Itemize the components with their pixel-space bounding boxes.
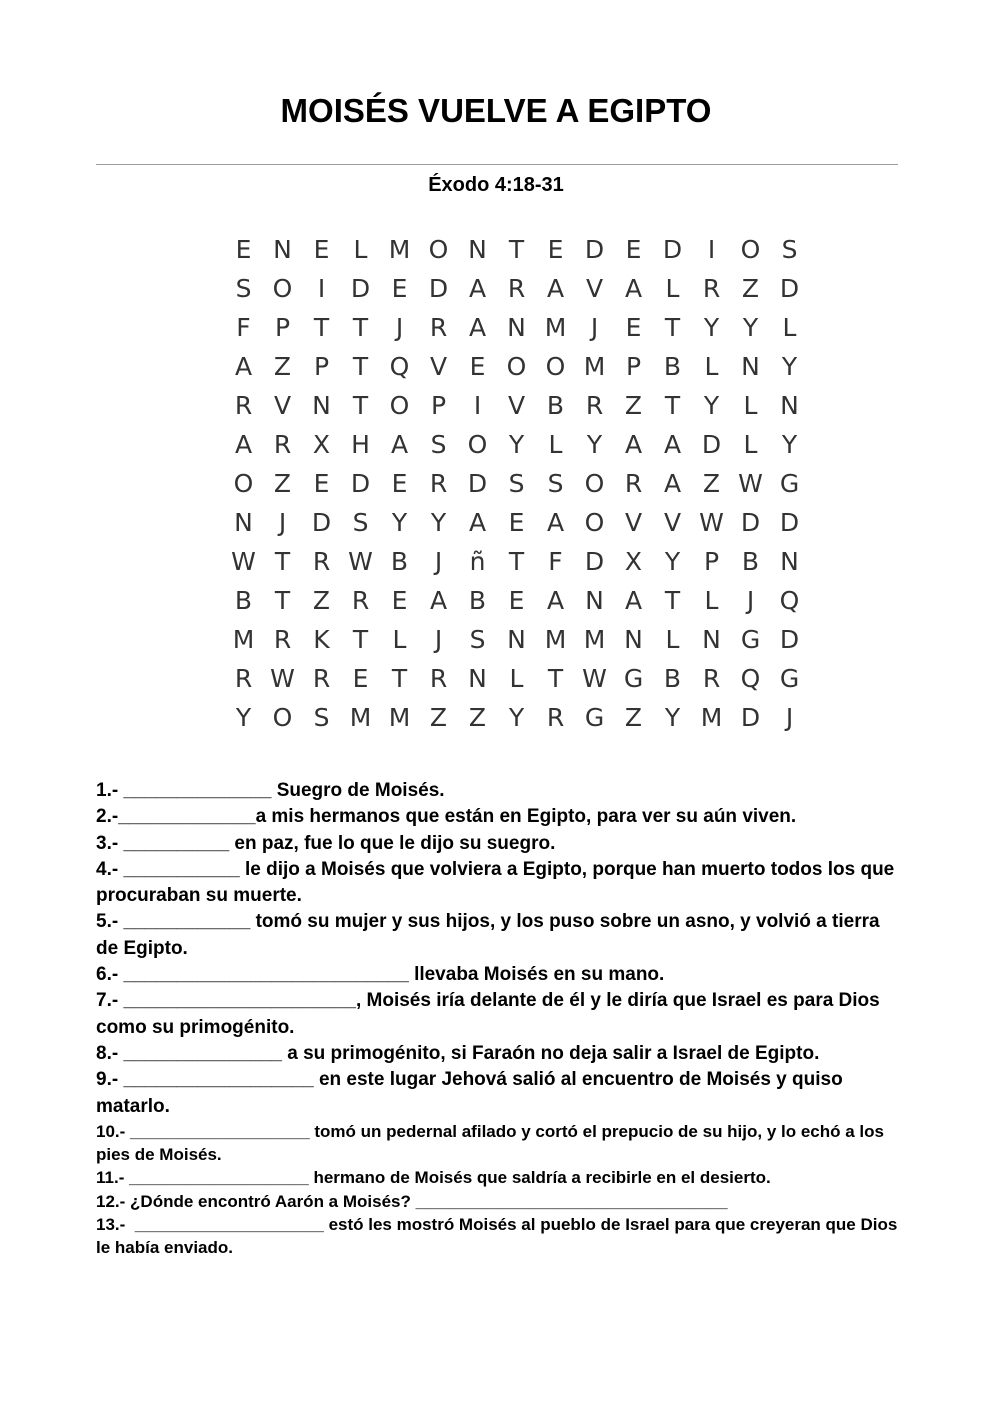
grid-letter: X: [312, 430, 331, 459]
grid-letter: R: [429, 664, 448, 693]
grid-row: [224, 659, 809, 698]
grid-letter: I: [473, 391, 482, 420]
grid-letter: R: [546, 703, 565, 732]
grid-letter: G: [740, 625, 761, 654]
grid-letter: B: [663, 664, 682, 693]
grid-letter: W: [270, 664, 295, 693]
grid-letter: A: [546, 586, 565, 615]
grid-letter: T: [352, 391, 369, 420]
grid-letter: E: [352, 664, 369, 693]
grid-letter: R: [624, 469, 643, 498]
grid-letter: Z: [273, 352, 292, 381]
grid-letter: Z: [624, 703, 643, 732]
grid-letter: B: [390, 547, 409, 576]
grid-letter: E: [625, 235, 642, 264]
grid-row: [224, 581, 809, 620]
grid-letter: E: [508, 586, 525, 615]
grid-letter: M: [544, 625, 567, 654]
grid-letter: R: [234, 664, 253, 693]
grid-letter: I: [317, 274, 326, 303]
grid-letter: Y: [391, 508, 408, 537]
question-item: [96, 1120, 906, 1167]
grid-letter: D: [584, 547, 605, 576]
grid-letter: D: [428, 274, 449, 303]
grid-letter: Y: [508, 703, 525, 732]
grid-letter: R: [234, 391, 253, 420]
grid-letter: Z: [429, 703, 448, 732]
grid-letter: B: [234, 586, 253, 615]
grid-letter: G: [584, 703, 605, 732]
grid-letter: R: [273, 625, 292, 654]
grid-letter: Q: [779, 586, 800, 615]
grid-letter: N: [468, 664, 487, 693]
grid-letter: E: [235, 235, 252, 264]
grid-letter: D: [740, 508, 761, 537]
grid-letter: M: [388, 703, 411, 732]
grid-letter: E: [508, 508, 525, 537]
grid-letter: D: [350, 469, 371, 498]
grid-letter: D: [779, 508, 800, 537]
grid-letter: B: [546, 391, 565, 420]
grid-row: [224, 230, 809, 269]
grid-letter: Y: [703, 313, 720, 342]
grid-letter: I: [707, 235, 716, 264]
question-item: [96, 1067, 906, 1120]
grid-letter: Y: [703, 391, 720, 420]
grid-letter: L: [704, 352, 719, 381]
grid-letter: V: [273, 391, 292, 420]
grid-letter: E: [313, 469, 330, 498]
grid-letter: A: [468, 313, 487, 342]
question-item: [96, 1041, 906, 1067]
grid-letter: N: [468, 235, 487, 264]
grid-letter: M: [349, 703, 372, 732]
grid-letter: S: [469, 625, 486, 654]
grid-letter: Y: [586, 430, 603, 459]
grid-letter: V: [507, 391, 526, 420]
grid-letter: A: [429, 586, 448, 615]
grid-letter: A: [663, 430, 682, 459]
grid-letter: N: [312, 391, 331, 420]
grid-letter: A: [468, 508, 487, 537]
grid-row: [224, 542, 809, 581]
question-text: , Moisés iría delante de él y le diría que Israel es para Dios como su primogénito.: [96, 990, 880, 1038]
grid-letter: N: [507, 625, 526, 654]
grid-letter: R: [312, 664, 331, 693]
grid-letter: J: [785, 703, 794, 732]
grid-letter: Y: [664, 703, 681, 732]
grid-letter: M: [232, 625, 255, 654]
grid-letter: W: [348, 547, 373, 576]
grid-letter: V: [429, 352, 448, 381]
grid-letter: D: [740, 703, 761, 732]
grid-letter: E: [313, 235, 330, 264]
grid-letter: D: [467, 469, 488, 498]
question-item: [96, 962, 906, 988]
answer-blank: _____________: [118, 806, 256, 828]
grid-row: [224, 425, 809, 464]
grid-letter: L: [665, 274, 680, 303]
grid-letter: E: [391, 469, 408, 498]
grid-letter: M: [583, 625, 606, 654]
grid-letter: O: [740, 235, 761, 264]
question-text: a su primogénito, si Faraón no deja salir a Israel de Egipto.: [287, 1042, 820, 1064]
grid-letter: Z: [624, 391, 643, 420]
grid-letter: A: [624, 586, 643, 615]
grid-letter: R: [585, 391, 604, 420]
grid-row: [224, 347, 809, 386]
question-text: en paz, fue lo que le dijo su suegro.: [234, 832, 556, 854]
answer-blank: ____________: [118, 911, 256, 933]
question-number: 4.-: [96, 858, 119, 880]
grid-letter: R: [273, 430, 292, 459]
grid-letter: P: [430, 391, 447, 420]
grid-letter: O: [389, 391, 410, 420]
grid-letter: J: [278, 508, 287, 537]
grid-letter: S: [430, 430, 447, 459]
grid-letter: T: [508, 235, 525, 264]
grid-letter: E: [625, 313, 642, 342]
grid-letter: L: [548, 430, 563, 459]
grid-letter: L: [353, 235, 368, 264]
grid-letter: T: [547, 664, 564, 693]
grid-letter: O: [584, 469, 605, 498]
question-text: hermano de Moisés que saldría a recibirle en el desierto.: [313, 1168, 771, 1188]
grid-letter: M: [388, 235, 411, 264]
grid-letter: G: [779, 664, 800, 693]
grid-letter: X: [624, 547, 643, 576]
question-text: estó les mostró Moisés al pueblo de Israel para que creyeran que Dios le había enviado.: [96, 1215, 898, 1258]
grid-letter: N: [741, 352, 760, 381]
grid-letter: D: [311, 508, 332, 537]
question-text: Suegro de Moisés.: [276, 780, 445, 801]
grid-letter: Z: [312, 586, 331, 615]
grid-letter: Y: [781, 352, 798, 381]
grid-letter: L: [665, 625, 680, 654]
question-number: 13.-: [96, 1215, 126, 1235]
grid-letter: N: [507, 313, 526, 342]
grid-letter: Q: [740, 664, 761, 693]
grid-letter: D: [779, 625, 800, 654]
question-item: [96, 1213, 906, 1260]
grid-letter: L: [509, 664, 524, 693]
grid-letter: R: [702, 664, 721, 693]
question-number: 10.-: [96, 1121, 126, 1141]
grid-letter: T: [664, 313, 681, 342]
grid-row: [224, 269, 809, 308]
question-text: ¿Dónde encontró Aarón a Moisés? _________________________________: [130, 1191, 728, 1211]
grid-letter: D: [584, 235, 605, 264]
grid-letter: V: [663, 508, 682, 537]
grid-letter: L: [743, 430, 758, 459]
question-list: [96, 778, 906, 1260]
grid-letter: T: [274, 586, 291, 615]
grid-letter: N: [780, 547, 799, 576]
grid-letter: S: [508, 469, 525, 498]
grid-letter: L: [743, 391, 758, 420]
grid-letter: O: [545, 352, 566, 381]
grid-letter: N: [702, 625, 721, 654]
grid-letter: O: [272, 703, 293, 732]
grid-letter: V: [624, 508, 643, 537]
grid-row: [224, 386, 809, 425]
answer-blank: _______________: [118, 1042, 288, 1064]
answer-blank: ____________________: [125, 1215, 329, 1235]
grid-letter: R: [507, 274, 526, 303]
grid-letter: P: [703, 547, 720, 576]
grid-letter: S: [313, 703, 330, 732]
grid-row: [224, 464, 809, 503]
question-number: 12.-: [96, 1191, 126, 1211]
grid-letter: D: [701, 430, 722, 459]
grid-letter: T: [352, 625, 369, 654]
grid-letter: Z: [468, 703, 487, 732]
grid-letter: A: [468, 274, 487, 303]
grid-letter: A: [546, 508, 565, 537]
question-number: 11.-: [96, 1168, 125, 1188]
grid-letter: J: [746, 586, 755, 615]
grid-letter: Y: [742, 313, 759, 342]
question-text: tomó un pedernal afilado y cortó el prepucio de su hijo, y lo echó a los pies de Moisés.: [96, 1121, 884, 1165]
question-number: 5.-: [96, 911, 119, 933]
answer-blank: __________: [118, 832, 235, 854]
grid-letter: E: [391, 586, 408, 615]
grid-row: [224, 620, 809, 659]
grid-letter: D: [350, 274, 371, 303]
grid-letter: M: [583, 352, 606, 381]
grid-letter: G: [779, 469, 800, 498]
question-item: [96, 857, 906, 910]
question-number: 7.-: [96, 990, 119, 1012]
grid-letter: B: [741, 547, 760, 576]
grid-letter: S: [352, 508, 369, 537]
grid-letter: B: [468, 586, 487, 615]
grid-letter: P: [313, 352, 330, 381]
grid-letter: T: [664, 586, 681, 615]
grid-letter: Y: [430, 508, 447, 537]
question-item: [96, 1166, 906, 1189]
question-number: 8.-: [96, 1042, 119, 1064]
question-text: le dijo a Moisés que volviera a Egipto, porque han muerto todos los que procuraban su muerte.: [96, 858, 895, 907]
grid-letter: W: [582, 664, 607, 693]
grid-letter: A: [624, 274, 643, 303]
question-number: 9.-: [96, 1069, 119, 1091]
grid-letter: L: [782, 313, 797, 342]
grid-letter: G: [623, 664, 644, 693]
question-text: llevaba Moisés en su mano.: [414, 964, 665, 986]
grid-letter: Y: [508, 430, 525, 459]
question-number: 1.-: [96, 780, 119, 801]
grid-letter: J: [434, 625, 443, 654]
grid-letter: T: [664, 391, 681, 420]
grid-letter: ñ: [469, 547, 486, 576]
grid-letter: R: [312, 547, 331, 576]
grid-letter: W: [231, 547, 256, 576]
word-search-grid: [224, 230, 809, 737]
grid-letter: B: [663, 352, 682, 381]
page-title: MOISÉS VUELVE A EGIPTO: [280, 92, 712, 129]
grid-letter: E: [547, 235, 564, 264]
grid-letter: W: [738, 469, 763, 498]
grid-row: [224, 503, 809, 542]
grid-letter: O: [233, 469, 254, 498]
question-item: [96, 1190, 906, 1213]
grid-letter: D: [662, 235, 683, 264]
scripture-reference: Éxodo 4:18-31: [428, 174, 564, 196]
grid-letter: J: [434, 547, 443, 576]
grid-letter: E: [391, 274, 408, 303]
grid-letter: O: [272, 274, 293, 303]
grid-letter: A: [234, 430, 253, 459]
answer-blank: ___________: [118, 858, 245, 880]
divider: [96, 164, 898, 165]
grid-letter: M: [544, 313, 567, 342]
grid-letter: S: [235, 274, 252, 303]
question-item: [96, 778, 906, 804]
grid-letter: A: [624, 430, 643, 459]
grid-letter: H: [351, 430, 370, 459]
answer-blank: ___________________________: [118, 964, 415, 986]
grid-letter: R: [429, 469, 448, 498]
grid-letter: Q: [389, 352, 410, 381]
grid-letter: N: [234, 508, 253, 537]
grid-letter: O: [467, 430, 488, 459]
grid-letter: F: [236, 313, 251, 342]
question-item: [96, 804, 906, 830]
grid-letter: Z: [702, 469, 721, 498]
grid-letter: V: [585, 274, 604, 303]
grid-letter: Y: [235, 703, 252, 732]
grid-letter: A: [663, 469, 682, 498]
grid-row: [224, 308, 809, 347]
grid-letter: L: [392, 625, 407, 654]
grid-letter: N: [585, 586, 604, 615]
grid-letter: K: [313, 625, 330, 654]
grid-letter: W: [699, 508, 724, 537]
grid-letter: T: [274, 547, 291, 576]
answer-blank: ___________________: [125, 1121, 315, 1141]
grid-letter: D: [779, 274, 800, 303]
grid-letter: M: [700, 703, 723, 732]
grid-letter: S: [547, 469, 564, 498]
grid-letter: T: [352, 313, 369, 342]
grid-letter: J: [395, 313, 404, 342]
grid-letter: Y: [664, 547, 681, 576]
grid-letter: Y: [781, 430, 798, 459]
question-number: 3.-: [96, 832, 119, 854]
question-text: a mis hermanos que están en Egipto, para ver su aún viven.: [255, 806, 797, 828]
grid-letter: N: [624, 625, 643, 654]
question-text: tomó su mujer y sus hijos, y los puso sobre un asno, y volvió a tierra de Egipto.: [96, 911, 880, 959]
grid-letter: Z: [741, 274, 760, 303]
grid-row: [224, 698, 809, 737]
grid-letter: F: [548, 547, 563, 576]
grid-letter: O: [506, 352, 527, 381]
grid-letter: R: [429, 313, 448, 342]
grid-letter: A: [546, 274, 565, 303]
grid-letter: R: [351, 586, 370, 615]
grid-letter: Z: [273, 469, 292, 498]
grid-letter: A: [234, 352, 253, 381]
question-item: [96, 831, 906, 857]
grid-letter: J: [590, 313, 599, 342]
answer-blank: __________________: [118, 1069, 319, 1091]
grid-letter: N: [780, 391, 799, 420]
grid-letter: T: [391, 664, 408, 693]
grid-letter: N: [273, 235, 292, 264]
grid-letter: P: [625, 352, 642, 381]
grid-letter: O: [584, 508, 605, 537]
answer-blank: ______________________: [118, 990, 356, 1012]
answer-blank: ___________________: [124, 1168, 314, 1188]
grid-letter: T: [352, 352, 369, 381]
grid-letter: P: [274, 313, 291, 342]
question-number: 2.-: [96, 806, 119, 828]
grid-letter: T: [313, 313, 330, 342]
grid-letter: E: [469, 352, 486, 381]
grid-letter: S: [781, 235, 798, 264]
grid-letter: A: [390, 430, 409, 459]
question-number: 6.-: [96, 964, 119, 986]
question-item: [96, 909, 906, 962]
question-item: [96, 988, 906, 1041]
grid-letter: T: [508, 547, 525, 576]
answer-blank: ______________: [118, 780, 277, 801]
grid-letter: R: [702, 274, 721, 303]
grid-letter: O: [428, 235, 449, 264]
question-text: en este lugar Jehová salió al encuentro de Moisés y quiso matarlo.: [96, 1069, 843, 1117]
grid-letter: L: [704, 586, 719, 615]
